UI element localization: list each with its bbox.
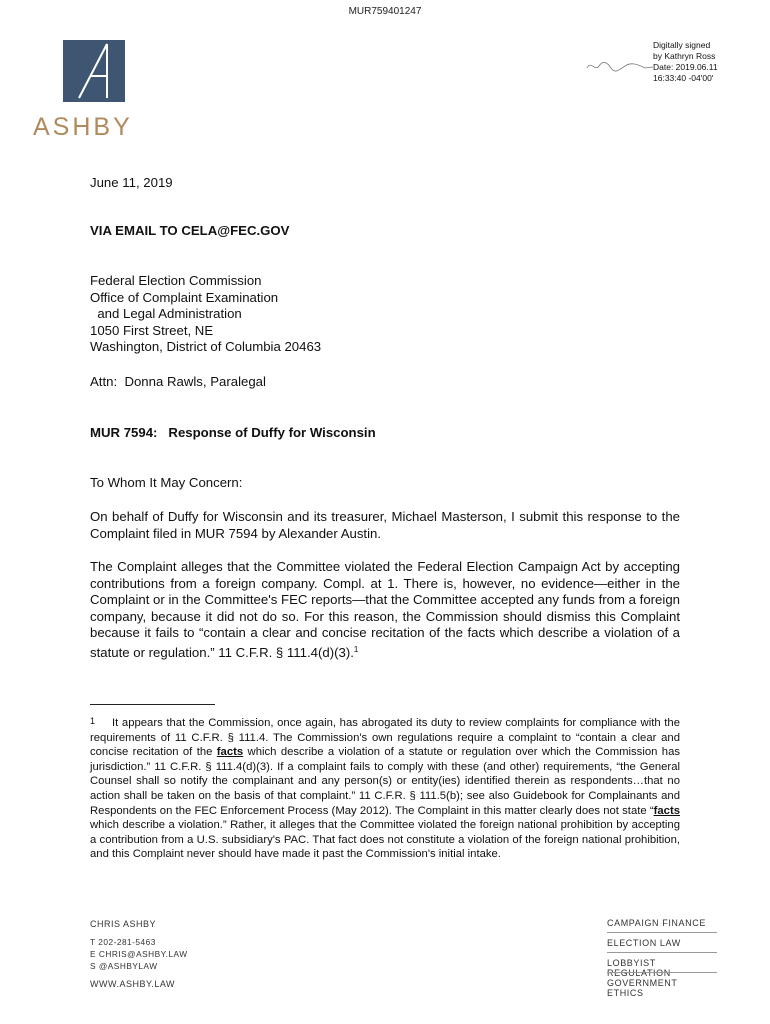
footnote-text: which describe a violation of a statute or regulation over which the Commission has jurisdiction.” 11 C.F.R. § 111.4(d)(3). If a complaint fails to comply with these (and other) requirements, “the General Counsel shall so notify the complainant and any person(s) or entity(ies) identified therein as respondents…that no action shall be taken on the basis of that complaint.” 11 C.F.R. § 111.5(b); see also Guidebook for Complainants and Respondents on the FEC Enforcement Process (May 2012). The Complaint in this matter clearly does not state “ [90, 746, 681, 817]
footnote-emphasis: facts [653, 804, 680, 817]
footnote-divider [90, 704, 215, 705]
footer-social: S @ASHBYLAW [90, 961, 158, 971]
practice-divider [607, 952, 717, 953]
footnote-text: which describe a violation.” Rather, it alleges that the Committee violated the foreign national prohibition by accepting a contribution from a U.S. subsidiary's PAC. That fact does not constitute a violation of the foreign national prohibition, and this Complaint never should have made it past the Commission's initial intake. [90, 819, 680, 861]
practice-divider [607, 932, 717, 933]
address-line: Office of Complaint Examination [90, 289, 279, 305]
delivery-method: VIA EMAIL TO CELA@FEC.GOV [90, 223, 290, 238]
handwritten-signature [585, 58, 655, 74]
digital-signature-block [653, 40, 718, 84]
paragraph-complaint [90, 559, 680, 661]
footnote [90, 714, 680, 862]
footnote-number: 1 [90, 716, 96, 726]
recipient-address [90, 273, 321, 356]
signature-line: Digitally signed [653, 40, 711, 50]
document-id: MUR759401247 [348, 6, 422, 17]
practice-divider [607, 972, 717, 973]
address-line: and Legal Administration [90, 306, 242, 321]
signature-line: 16:33:40 -04'00' [653, 73, 714, 83]
footer-email[interactable]: E CHRIS@ASHBY.LAW [90, 949, 188, 959]
signature-line: by Kathryn Ross [653, 51, 716, 61]
practice-area: ELECTION LAW [607, 938, 681, 948]
paragraph-intro: On behalf of Duffy for Wisconsin and its treasurer, Michael Masterson, I submit this response to the Complaint filed in MUR 7594 by Alexander Austin. [90, 509, 680, 541]
address-line: Washington, District of Columbia 20463 [90, 339, 322, 354]
letter-date: June 11, 2019 [90, 175, 173, 190]
attention-line: Attn: Donna Rawls, Paralegal [90, 374, 266, 389]
practice-area: GOVERNMENT ETHICS [607, 978, 678, 998]
signature-line: Date: 2019.06.11 [653, 62, 718, 72]
ashby-logo-mark [63, 40, 125, 102]
practice-area: CAMPAIGN FINANCE [607, 918, 706, 928]
salutation: To Whom It May Concern: [90, 475, 243, 490]
footnote-reference[interactable]: 1 [353, 644, 359, 654]
footnote-text: It appears that the Commission, once again, has abrogated its duty to review complaints for compliance with the requirements of 11 C.F.R. § 111.4. The Commission's own regulations require a complaint to “contain a clear and concise recitation of the [90, 717, 680, 759]
footnote-emphasis: facts [216, 746, 244, 759]
practice-area: LOBBYIST REGULATION [607, 958, 671, 978]
footer-website[interactable]: WWW.ASHBY.LAW [90, 979, 176, 989]
footer-contact-name: CHRIS ASHBY [90, 919, 157, 929]
subject-line: MUR 7594: Response of Duffy for Wisconsin [90, 425, 376, 440]
address-line: Federal Election Commission [90, 273, 262, 288]
footer-phone: T 202-281-5463 [90, 937, 156, 947]
ashby-logo-wordmark: ASHBY [33, 113, 133, 141]
paragraph-text: The Complaint alleges that the Committee violated the Federal Election Campaign Act by accepting contributions from a foreign company. Compl. at 1. There is, however, no evidence—either in the Complaint or in the Committee's FEC reports—that the Committee accepted any funds from a foreign company, because it did not do so. For this reason, the Commission should dismiss this Complaint because it fails to “contain a clear and concise recitation of the facts which describe a violation of a statute or regulation.” 11 C.F.R. § 111.4(d)(3). [90, 559, 680, 660]
address-line: 1050 First Street, NE [90, 322, 214, 338]
